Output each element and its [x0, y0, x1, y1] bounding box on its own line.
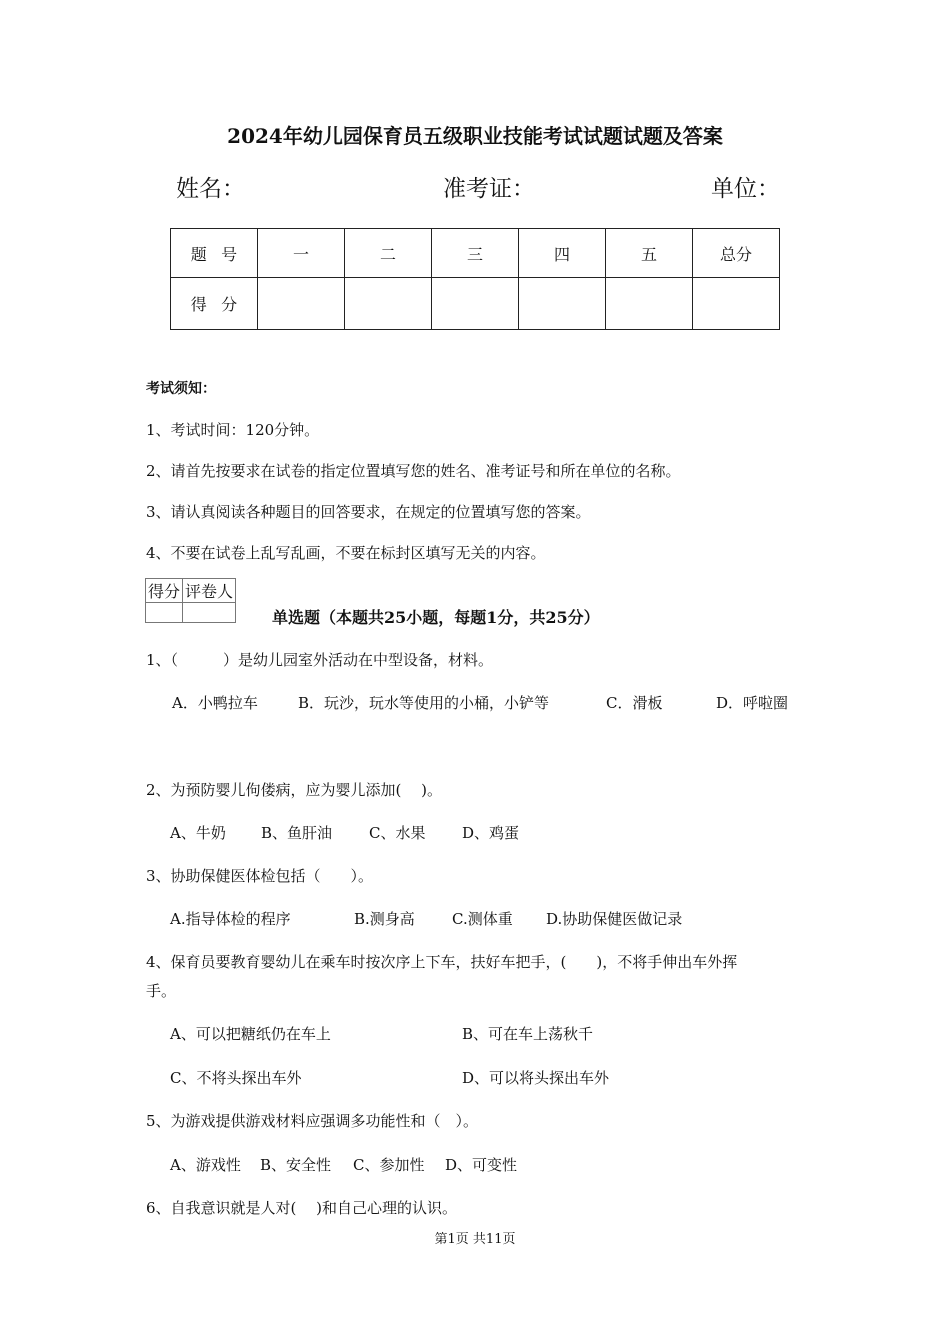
score-table-header-row — [171, 229, 780, 278]
score-cell — [345, 278, 432, 330]
grader-name-cell — [183, 603, 236, 623]
question-stem: 3、协助保健医体检包括（ ）。 — [146, 867, 374, 885]
score-cell — [432, 278, 519, 330]
option-c: C、不将头探出车外 — [170, 1069, 302, 1087]
score-table-header-label: 题号 — [171, 229, 258, 278]
option-c: C、参加性 — [353, 1156, 425, 1174]
unit-field-label: 单位： — [711, 176, 780, 202]
option-d: D、可以将头探出车外 — [462, 1069, 610, 1087]
score-table-column: 一 — [258, 229, 345, 278]
score-table-column: 四 — [519, 229, 606, 278]
score-table-column: 二 — [345, 229, 432, 278]
option-b: B.测身高 — [354, 910, 415, 928]
option-a: A、可以把糖纸仍在车上 — [170, 1025, 331, 1043]
question-stem: 1、（ ）是幼儿园室外活动在中型设备，材料。 — [146, 651, 494, 669]
section-title: 单选题（本题共25小题，每题1分，共25分） — [272, 608, 600, 627]
option-c: C.测体重 — [452, 910, 513, 928]
option-c: C、水果 — [369, 824, 426, 842]
notice-item: 3、请认真阅读各种题目的回答要求，在规定的位置填写您的答案。 — [146, 503, 591, 521]
notice-item: 2、请首先按要求在试卷的指定位置填写您的姓名、准考证号和所在单位的名称。 — [146, 462, 681, 480]
score-table-column: 五 — [606, 229, 693, 278]
score-table-column: 总分 — [693, 229, 780, 278]
option-a: A.指导体检的程序 — [170, 910, 291, 928]
option-d: D.协助保健医做记录 — [546, 910, 683, 928]
score-table-score-row — [171, 278, 780, 330]
page-footer: 第1页 共11页 — [434, 1232, 516, 1247]
score-cell — [693, 278, 780, 330]
question-stem: 5、为游戏提供游戏材料应强调多功能性和（ ）。 — [146, 1112, 479, 1130]
grader-score-cell — [146, 603, 183, 623]
score-cell — [519, 278, 606, 330]
score-table-score-label: 得分 — [171, 278, 258, 330]
question-stem-continued: 手。 — [146, 982, 177, 1000]
option-b: B、可在车上荡秋千 — [462, 1025, 594, 1043]
score-table — [170, 228, 780, 330]
score-cell — [606, 278, 693, 330]
option-d: D．呼啦圈 — [716, 694, 789, 712]
name-field-label: 姓名： — [176, 176, 245, 202]
grader-box — [145, 578, 236, 623]
score-table-column: 三 — [432, 229, 519, 278]
question-stem: 2、为预防婴儿佝偻病，应为婴儿添加( )。 — [146, 781, 443, 799]
notice-heading: 考试须知： — [146, 381, 216, 397]
option-a: A、游戏性 — [170, 1156, 241, 1174]
document-title: 2024年幼儿园保育员五级职业技能考试试题试题及答案 — [227, 124, 723, 148]
option-b: B、鱼肝油 — [261, 824, 333, 842]
option-d: D、鸡蛋 — [462, 824, 520, 842]
question-stem: 6、自我意识就是人对( )和自己心理的认识。 — [146, 1199, 458, 1217]
option-d: D、可变性 — [445, 1156, 518, 1174]
grader-name-label: 评卷人 — [183, 579, 236, 603]
notice-item: 1、考试时间：120分钟。 — [146, 421, 320, 439]
option-c: C．滑板 — [606, 694, 663, 712]
option-a: A、牛奶 — [170, 824, 226, 842]
option-b: B．玩沙，玩水等使用的小桶，小铲等 — [298, 694, 550, 712]
notice-item: 4、不要在试卷上乱写乱画，不要在标封区填写无关的内容。 — [146, 544, 546, 562]
grader-score-label: 得分 — [146, 579, 183, 603]
exam-id-field-label: 准考证： — [443, 176, 535, 202]
option-b: B、安全性 — [260, 1156, 332, 1174]
question-stem: 4、保育员要教育婴幼儿在乘车时按次序上下车，扶好车把手，( )，不将手伸出车外挥 — [146, 953, 738, 971]
option-a: A．小鸭拉车 — [172, 694, 258, 712]
score-cell — [258, 278, 345, 330]
